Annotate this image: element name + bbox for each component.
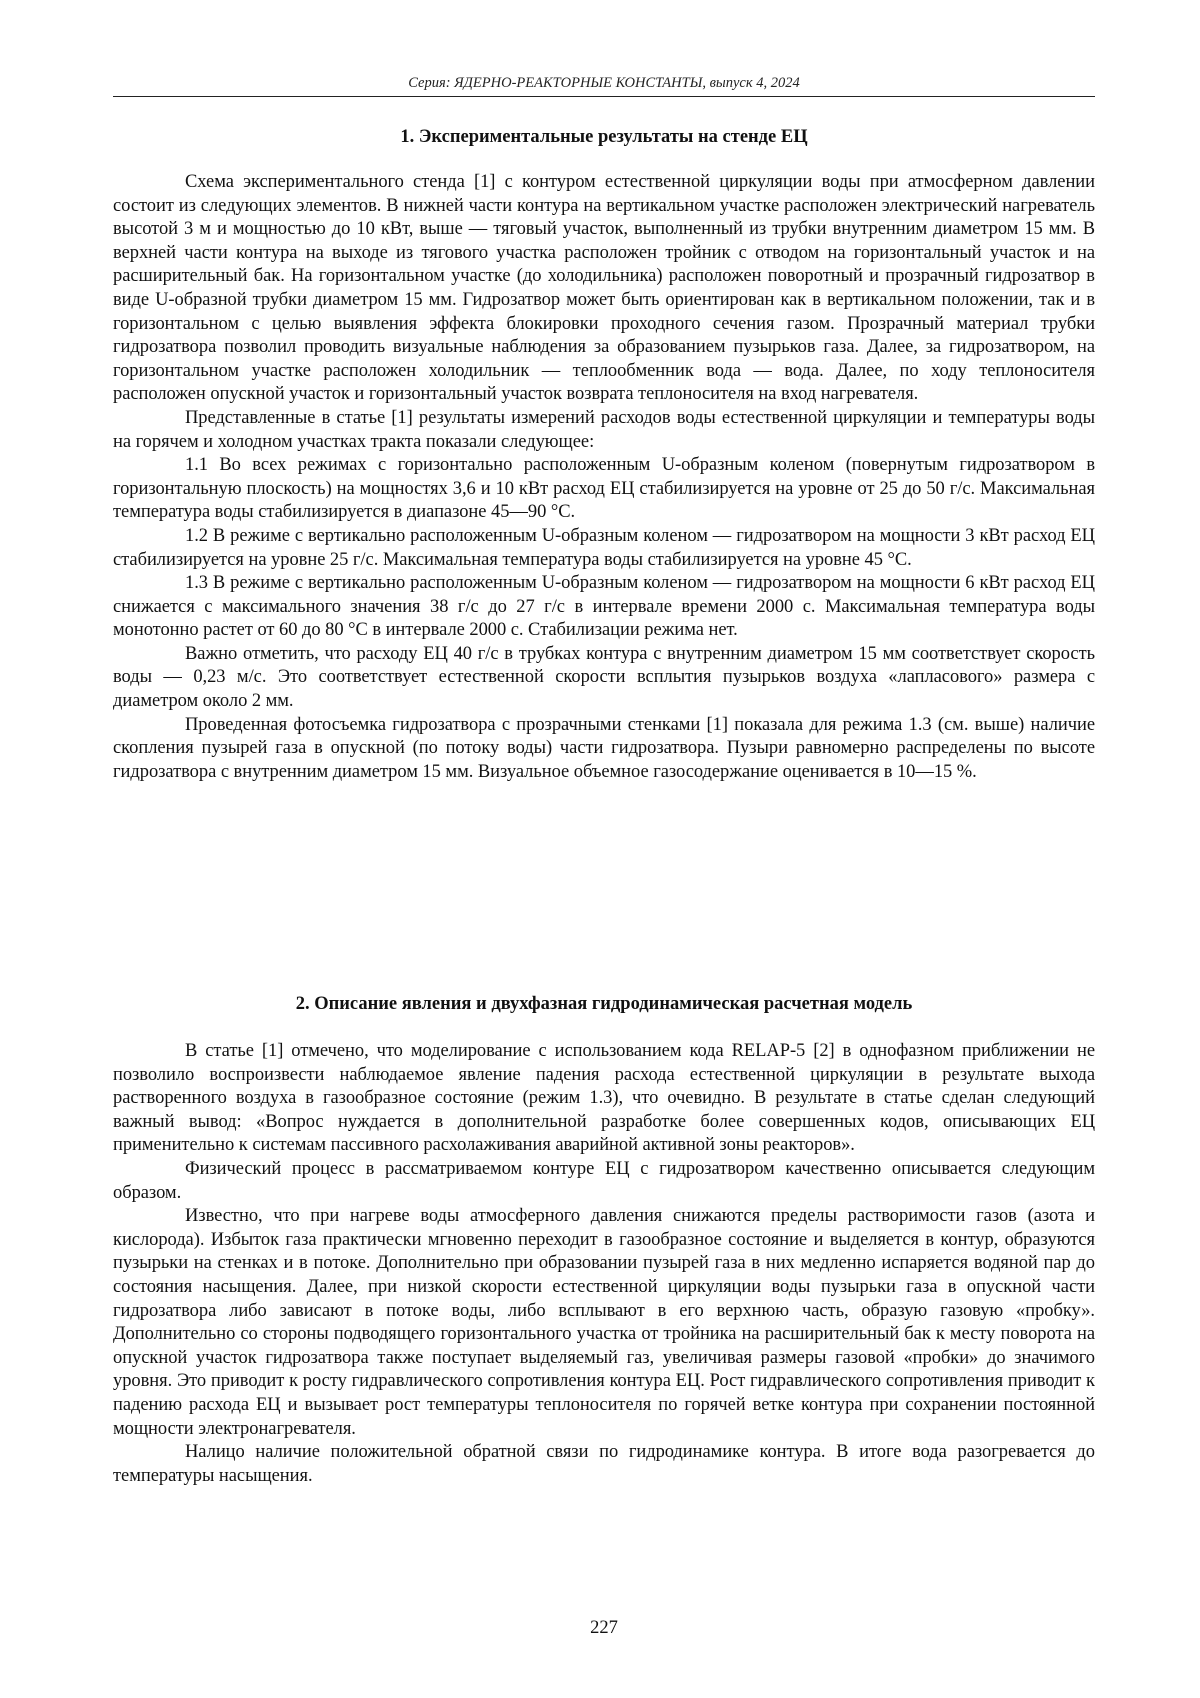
section-2-paragraph-2: Физический процесс в рассматриваемом контуре ЕЦ с гидрозатвором качественно описывается следующим образом. <box>113 1158 1095 1203</box>
running-header: Серия: ЯДЕРНО-РЕАКТОРНЫЕ КОНСТАНТЫ, выпуск 4, 2024 <box>408 75 800 91</box>
section-1-paragraph-2: Представленные в статье [1] результаты измерений расходов воды естественной циркуляции и температуры воды на горячем и холодном участках тракта показали следующее: <box>113 407 1095 452</box>
section-1-paragraph-1: Схема экспериментального стенда [1] с контуром естественной циркуляции воды при атмосферном давлении состоит из следующих элементов. В нижней части контура на вертикальном участке расположен электрический нагреватель высотой 3 м и мощностью до 10 кВт, выше — тяговый участок, выполненный из трубки внутренним диаметром 15 мм. В верхней части контура на выходе из тягового участка расположен тройник с отводом на горизонтальный участок и на расширительный бак. На горизонтальном участке (до холодильника) расположен поворотный и прозрачный гидрозатвор в виде U-образной трубки диаметром 15 мм. Гидрозатвор может быть ориентирован как в вертикальном положении, так и в горизонтальном с целью выявления эффекта блокировки проходного сечения газом. Прозрачный материал трубки гидрозатвора позволил проводить визуальные наблюдения за образованием пузырьков газа. Далее, за гидрозатвором, на горизонтальном участке расположен холодильник — теплообменник вода — вода. Далее, по ходу теплоносителя расположен опускной участок и горизонтальный участок возврата теплоносителя на вход нагревателя. <box>113 172 1095 405</box>
section-1-paragraph-photo: Проведенная фотосъемка гидрозатвора с прозрачными стенками [1] показала для режима 1.3 (см. выше) наличие скопления пузырей газа в опускной (по потоку воды) части гидрозатвора. Пузыри равномерно распределены по высоте гидрозатвора с внутренним диаметром 15 мм. Визуальное объемное газосодержание оценивается в 10—15 %. <box>113 714 1095 782</box>
section-2-paragraph-4: Налицо наличие положительной обратной связи по гидродинамике контура. В итоге вода разогревается до температуры насыщения. <box>113 1442 1095 1486</box>
section-1-title: 1. Экспериментальные результаты на стенде ЕЦ <box>400 127 808 147</box>
section-1-paragraph-velocity: Важно отметить, что расходу ЕЦ 40 г/с в трубках контура с внутренним диаметром 15 мм соответствует скорость воды — 0,23 м/с. Это соответствует естественной скорости всплытия пузырьков воздуха «лапласового» размера с диаметром около 2 мм. <box>113 643 1095 712</box>
section-2-body <box>113 1040 1095 1488</box>
page-number: 227 <box>590 1618 618 1638</box>
header-rule <box>113 96 1095 97</box>
section-1-body <box>113 171 1095 784</box>
section-1-item-1-3: 1.3 В режиме с вертикально расположенным U-образным коленом — гидрозатвором на мощности 6 кВт расход ЕЦ снижается с максимального значения 38 г/с до 27 г/с в интервале времени 2000 с. Максимальная температура воды монотонно растет от 60 до 80 °С в интервале 2000 с. Стабилизации режима нет. <box>113 573 1095 641</box>
section-1-item-1-2: 1.2 В режиме с вертикально расположенным U-образным коленом — гидрозатвором на мощности 3 кВт расход ЕЦ стабилизируется на уровне 25 г/с. Максимальная температура воды стабилизируется на уровне 45 °С. <box>113 525 1095 570</box>
section-2-paragraph-1: В статье [1] отмечено, что моделирование с использованием кода RELAP-5 [2] в однофазном приближении не позволило воспроизвести наблюдаемое явление падения расхода естественной циркуляции в результате выхода растворенного воздуха в газообразное состояние (режим 1.3), что очевидно. В результате в статье сделан следующий важный вывод: «Вопрос нуждается в дополнительной разработке более совершенных кодов, описывающих ЕЦ применительно к системам пассивного расхолаживания аварийной активной зоны реакторов». <box>113 1041 1095 1156</box>
section-2-title: 2. Описание явления и двухфазная гидродинамическая расчетная модель <box>295 994 913 1014</box>
section-2-paragraph-3: Известно, что при нагреве воды атмосферного давления снижаются пределы растворимости газов (азота и кислорода). Избыток газа практически мгновенно переходит в газообразное состояние и выделяется в контур, образуются пузырьки на стенках и в потоке. Дополнительно при образовании пузырей газа в них медленно испаряется водяной пар до состояния насыщения. Далее, при низкой скорости естественной циркуляции воды пузырьки газа в опускной части гидрозатвора либо зависают в потоке воды, либо всплывают в его верхнюю часть, образую газовую «пробку». Дополнительно со стороны подводящего горизонтального участка от тройника на расширительный бак к месту поворота на опускной участок гидрозатвора также поступает выделяемый газ, увеличивая размеры газовой «пробки» до значимого уровня. Это приводит к росту гидравлического сопротивления контура ЕЦ. Рост гидравлического сопротивления приводит к падению расхода ЕЦ и вызывает рост температуры теплоносителя по горячей ветке контура при сохранении постоянной мощности электронагревателя. <box>113 1206 1095 1439</box>
section-1-item-1-1: 1.1 Во всех режимах с горизонтально расположенным U-образным коленом (повернутым гидрозатвором в горизонтальную плоскость) на мощностях 3,6 и 10 кВт расход ЕЦ стабилизируется на уровне от 25 до 50 г/с. Максимальная температура воды стабилизируется в диапазоне 45—90 °С. <box>113 455 1095 523</box>
document-page <box>113 0 1095 1698</box>
